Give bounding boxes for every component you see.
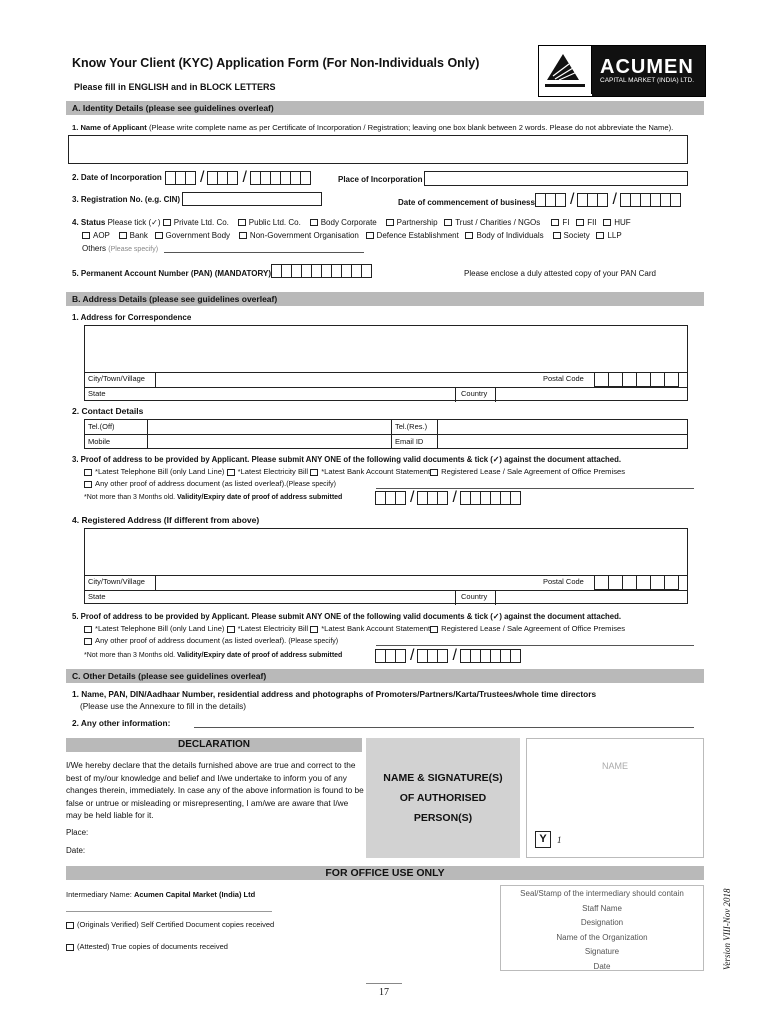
proof-checkbox[interactable]	[84, 626, 92, 633]
status-checkbox[interactable]	[386, 219, 394, 226]
seal-stamp-box: Seal/Stamp of the intermediary should contain Staff Name Designation Name of the Organization Signature Date	[500, 885, 704, 971]
name-placeholder: NAME	[601, 761, 628, 771]
one-mark: 1	[557, 835, 562, 845]
y-mark: Y	[535, 831, 551, 848]
poi-field[interactable]	[424, 171, 688, 186]
proof-checkbox[interactable]	[227, 626, 235, 633]
status-others: Others (Please specify)	[82, 244, 159, 253]
office-use-heading: FOR OFFICE USE ONLY	[66, 866, 704, 880]
attested-checkbox[interactable]	[66, 944, 74, 951]
intermediary-line	[66, 911, 272, 912]
other-info-label: 2. Any other information:	[72, 718, 171, 728]
doi-field[interactable]: / /	[166, 170, 311, 186]
intermediary-name: Intermediary Name: Acumen Capital Market (India) Ltd	[66, 890, 256, 899]
other-details-item-1-note: (Please use the Annexure to fill in the details)	[80, 701, 247, 711]
originals-checkbox[interactable]	[66, 922, 74, 929]
status-checkbox[interactable]	[238, 219, 246, 226]
page-rule	[366, 983, 402, 984]
declaration-text: I/We hereby declare that the details furnished above are true and correct to the best of my/our knowledge and belief and I/we undertake to inform you of any changes therein, immediately. In case any of the above information is found to be false or untrue or misleading or misrepresenting, I am/we are aware that I/we may be held liable for it.	[66, 760, 364, 820]
status-checkbox[interactable]	[576, 219, 584, 226]
registered-address-box[interactable]: City/Town/Village Postal Code State Country	[84, 528, 688, 604]
proof-checkbox[interactable]	[430, 469, 438, 476]
validity-label-2: *Not more than 3 Months old. Validity/Expiry date of proof of address submitted	[84, 652, 343, 659]
status-checkbox[interactable]	[596, 232, 604, 239]
status-checkbox[interactable]	[444, 219, 452, 226]
status-checkbox[interactable]	[465, 232, 473, 239]
date-label: Date:	[66, 846, 86, 855]
status-checkbox[interactable]	[366, 232, 374, 239]
registration-field[interactable]	[182, 192, 322, 206]
proof-other-line-2[interactable]	[376, 645, 694, 646]
proof-options-row: *Latest Telephone Bill (only Land Line) *Latest Electricity Bill *Latest Bank Account Statement Registered Lease / Sale Agreement of Office Premises	[84, 467, 625, 476]
pan-label: 5. Permanent Account Number (PAN) (MANDATORY)	[72, 269, 271, 278]
applicant-name-label: 1. Name of Applicant (Please write complete name as per Certificate of Incorporation / Registration; leaving one box blank between 2 words. Please do not abbreviate the Name).	[72, 123, 674, 132]
status-checkbox[interactable]	[551, 219, 559, 226]
attested-copies: (Attested) True copies of documents received	[66, 942, 228, 951]
contact-label: 2. Contact Details	[72, 406, 144, 416]
others-line[interactable]	[164, 252, 364, 253]
proof-address-label: 3. Proof of address to be provided by Applicant. Please submit ANY ONE of the following valid documents & tick (✓) against the document attached.	[72, 455, 622, 464]
status-checkbox[interactable]	[310, 219, 318, 226]
other-info-line[interactable]	[194, 727, 694, 728]
proof-checkbox[interactable]	[84, 638, 92, 645]
validity-date-field[interactable]: / /	[376, 490, 521, 506]
form-subtitle: Please fill in ENGLISH and in BLOCK LETTERS	[74, 82, 276, 92]
pan-field[interactable]	[272, 264, 372, 278]
section-c-heading: C. Other Details (please see guidelines overleaf)	[66, 669, 704, 683]
section-a-heading: A. Identity Details (please see guidelines overleaf)	[66, 101, 704, 115]
pan-note: Please enclose a duly attested copy of your PAN Card	[464, 269, 656, 278]
commencement-label: Date of commencement of business	[398, 198, 535, 207]
logo-mark-icon	[539, 46, 592, 94]
proof-checkbox[interactable]	[227, 469, 235, 476]
logo-subname: CAPITAL MARKET (INDIA) LTD.	[600, 77, 695, 84]
page-number: 17	[379, 987, 389, 998]
poi-label: Place of Incorporation	[338, 175, 423, 184]
signature-title: NAME & SIGNATURE(S) OF AUTHORISED PERSON(S)	[383, 772, 503, 824]
version-label: Version VIII-Nov 2018	[722, 888, 732, 970]
proof-checkbox[interactable]	[430, 626, 438, 633]
status-checkbox[interactable]	[603, 219, 611, 226]
signature-box[interactable]	[526, 738, 704, 858]
other-details-item-1: 1. Name, PAN, DIN/Aadhaar Number, residential address and photographs of Promoters/Partners/Karta/Trustees/whole time directors	[72, 689, 597, 699]
proof-address-2-label: 5. Proof of address to be provided by Applicant. Please submit ANY ONE of the following valid documents & tick (✓) against the document attached.	[72, 612, 622, 621]
proof-options-row-2: *Latest Telephone Bill (only Land Line) *Latest Electricity Bill *Latest Bank Account Statement Registered Lease / Sale Agreement of Office Premises	[84, 624, 625, 633]
correspondence-address-box[interactable]: City/Town/Village Postal Code State Country	[84, 325, 688, 401]
form-title: Know Your Client (KYC) Application Form (For Non-Individuals Only)	[72, 56, 480, 70]
contact-details-box[interactable]: Tel.(Off) Mobile Tel.(Res.) Email ID	[84, 419, 688, 449]
originals-verified: (Originals Verified) Self Certified Document copies received	[66, 920, 274, 929]
status-checkbox[interactable]	[163, 219, 171, 226]
commencement-field[interactable]: / /	[536, 192, 681, 208]
registration-label: 3. Registration No. (e.g. CIN)	[72, 195, 181, 204]
status-row-2: AOP Bank Government Body Non-Government Organisation Defence Establishment Body of Individuals Society LLP	[82, 231, 622, 240]
status-checkbox[interactable]	[553, 232, 561, 239]
applicant-name-field[interactable]	[68, 135, 688, 164]
proof-checkbox[interactable]	[84, 481, 92, 488]
place-label: Place:	[66, 828, 89, 837]
validity-date-field-2[interactable]: / /	[376, 648, 521, 664]
declaration-heading: DECLARATION	[66, 738, 362, 752]
correspondence-label: 1. Address for Correspondence	[72, 313, 192, 322]
doi-label: 2. Date of Incorporation	[72, 173, 162, 182]
proof-checkbox[interactable]	[310, 626, 318, 633]
status-checkbox[interactable]	[239, 232, 247, 239]
proof-other-row-2: Any other proof of address document (as listed overleaf). (Please specify)	[84, 636, 338, 645]
proof-checkbox[interactable]	[310, 469, 318, 476]
validity-label: *Not more than 3 Months old. Validity/Expiry date of proof of address submitted	[84, 494, 343, 501]
status-row-1: 4. Status Please tick (✓) Private Ltd. Co. Public Ltd. Co. Body Corporate Partnership Trust / Charities / NGOs FI FII HUF	[72, 218, 631, 227]
registered-address-label: 4. Registered Address (If different from above)	[72, 515, 260, 525]
acumen-logo	[538, 45, 706, 97]
status-checkbox[interactable]	[82, 232, 90, 239]
logo-name: ACUMEN	[600, 56, 694, 78]
proof-other-line[interactable]	[376, 488, 694, 489]
proof-other-row: Any other proof of address document (as listed overleaf).(Please specify)	[84, 479, 336, 488]
status-checkbox[interactable]	[155, 232, 163, 239]
proof-checkbox[interactable]	[84, 469, 92, 476]
section-b-heading: B. Address Details (please see guidelines overleaf)	[66, 292, 704, 306]
status-checkbox[interactable]	[119, 232, 127, 239]
